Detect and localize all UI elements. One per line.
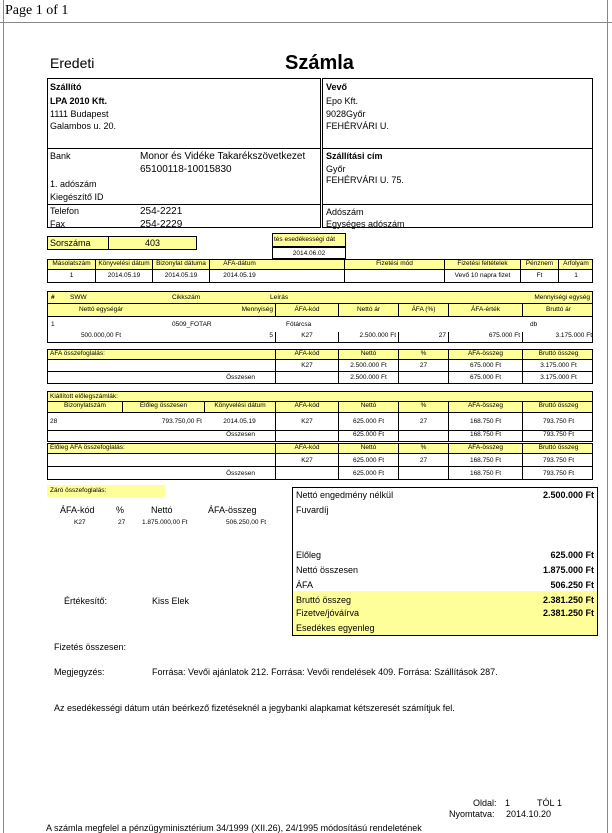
- vat-summary-row: K27 2.500.000 Ft 27 675.000 Ft 3.175.000 Ft: [47, 360, 593, 372]
- due-balance-label: Esedékes egyenleg: [296, 623, 375, 633]
- footer-page-no: 1: [505, 798, 511, 808]
- buyer-heading: Vevő: [326, 82, 348, 92]
- fax-value: 254-2229: [140, 219, 183, 230]
- net-no-discount-value: 2.500.000 Ft: [542, 490, 594, 500]
- buyer-address1: 9028Győr: [326, 109, 366, 119]
- items-header-2: Nettó egységár Mennyiség ÁFA-kód Nettó ár ÁFA (%) ÁFA-érték Bruttó ár: [47, 304, 593, 317]
- page-left-edge: [3, 0, 4, 833]
- bank-account: 65100118-10015830: [140, 164, 232, 175]
- bank-name: Monor és Vidéke Takarékszövetkezet: [140, 151, 306, 162]
- footer-of-label: TÓL: [537, 798, 555, 808]
- closing-header-pct: %: [116, 505, 125, 515]
- fax-label: Fax: [50, 219, 66, 229]
- net-no-discount-label: Nettó engedmény nélkül: [296, 490, 394, 500]
- paid-label: Fizetve/jóváírva: [296, 608, 360, 618]
- serial-value: 403: [145, 238, 161, 248]
- footer-page-label: Oldal:: [473, 798, 497, 808]
- vat-value: 506.250 Ft: [550, 580, 594, 590]
- closing-title: Záró összefoglalás:: [47, 485, 165, 497]
- page-header-rule: [0, 22, 612, 23]
- closing-header-vat-sum: ÁFA-összeg: [208, 505, 257, 515]
- advance-header: Bizonylatszám Előleg összesen Könyvelési dátum ÁFA-kód Nettó % ÁFA-összeg Bruttó összeg: [47, 402, 593, 413]
- item-row-2: 500.000,00 Ft 5 K27 2.500.000 Ft 27 675.000 Ft 3.175.000 Ft: [47, 332, 593, 343]
- due-date-label: tés esedékességi dát: [272, 233, 346, 247]
- seller-heading: Szállító: [50, 82, 82, 92]
- original-label: Eredeti: [50, 55, 95, 71]
- closing-pct: 27: [118, 519, 126, 526]
- page-title: Számla: [285, 52, 354, 74]
- footer-legal: A számla megfelel a pénzügyminisztérium 34/1999 (XII.26), 24/1995 módosítású rendeletének: [46, 823, 422, 833]
- info-table-header: Másolatszám Könyvelési dátum Bizonylat dátuma ÁFA-dátum Fizetési mód Fizetési feltételek Pénznem Árfolyam: [47, 259, 593, 270]
- gross-label: Bruttó összeg: [296, 595, 352, 605]
- buyer-address2: FEHÉRVÁRI U.: [326, 121, 389, 131]
- item-row-1: 1 0509_FOTAR Fötárcsa db: [47, 317, 593, 332]
- remark-text: Forrása: Vevői ajánlatok 212. Forrása: Vevői rendelések 409. Forrása: Szállítások 287.: [152, 667, 498, 677]
- closing-vat-code: K27: [74, 519, 86, 526]
- phone-label: Telefon: [50, 206, 80, 216]
- advance-vat-header: Előleg ÁFA összefoglalás: ÁFA-kód Nettó % ÁFA-összeg Bruttó összeg: [47, 443, 593, 454]
- closing-header-vat-code: ÁFA-kód: [60, 505, 95, 515]
- due-date-value: 2014.06.02: [272, 247, 346, 259]
- vat-summary-total: Összesen 2.500.000 Ft 675.000 Ft 3.175.000 Ft: [47, 372, 593, 384]
- advance-label: Előleg: [296, 550, 322, 560]
- extra-id-label: Kiegészítő ID: [50, 192, 104, 202]
- seller-address1: 1111 Budapest: [50, 109, 109, 119]
- paid-value: 2.381.250 Ft: [542, 608, 594, 618]
- tax-label: 1. adószám: [50, 179, 97, 189]
- info-table-values: 1 2014.05.19 2014.05.19 2014.05.19 Vevő 10 napra fizet Ft 1: [47, 270, 593, 283]
- serial-label: Sorszáma: [50, 238, 91, 248]
- advance-total: Összesen 625.000 Ft 168.750 Ft 793.750 Ft: [47, 431, 593, 442]
- buyer-tax-label: Adószám: [326, 207, 364, 217]
- advance-vat-total: Összesen 625.000 Ft 168.750 Ft 793.750 Ft: [47, 467, 593, 480]
- bank-label: Bank: [50, 151, 71, 161]
- page-right-edge: [607, 0, 608, 833]
- net-total-label: Nettó összesen: [296, 565, 359, 575]
- items-header-1: # SWW Cikkszám Leírás Mennyiségi egység: [47, 291, 593, 304]
- ship-city: Győr: [326, 164, 346, 174]
- phone-value: 254-2221: [140, 206, 183, 217]
- ship-address: FEHÉRVÁRI U. 75.: [326, 175, 404, 185]
- remark-label: Megjegyzés:: [54, 667, 105, 677]
- advance-value: 625.000 Ft: [550, 550, 594, 560]
- advance-title: Kiállított előlegszámlák:: [47, 391, 593, 402]
- closing-header-net: Nettó: [151, 505, 173, 515]
- net-total-value: 1.875.000 Ft: [542, 565, 594, 575]
- buyer-name: Epo Kft.: [326, 96, 359, 106]
- seller-person-label: Értékesítő:: [64, 596, 108, 606]
- page-header: Page 1 of 1: [5, 3, 69, 18]
- payment-total-label: Fizetés összesen:: [54, 642, 127, 652]
- advance-row: 28 793.750,00 Ft 2014.05.19 K27 625.000 Ft 27 168.750 Ft 793.750 Ft: [47, 413, 593, 431]
- footer-of-no: 1: [557, 798, 563, 808]
- closing-vat-sum: 506.250,00 Ft: [226, 519, 267, 526]
- advance-vat-row: K27 625.000 Ft 27 168.750 Ft 793.750 Ft: [47, 454, 593, 467]
- gross-value: 2.381.250 Ft: [542, 595, 594, 605]
- closing-net: 1.875.000,00 Ft: [142, 519, 188, 526]
- late-payment-notice: Az esedékességi dátum után beérkező fizetéseknél a jegybanki alapkamat kétszeresét számítjuk fel.: [54, 703, 455, 713]
- vat-label: ÁFA: [296, 580, 314, 590]
- buyer-group-tax-label: Egységes adószám: [326, 219, 405, 229]
- freight-label: Fuvardíj: [296, 505, 329, 515]
- seller-address2: Galambos u. 20.: [50, 121, 117, 131]
- seller-person-name: Kiss Elek: [152, 596, 190, 606]
- ship-heading: Szállítási cím: [326, 151, 383, 161]
- seller-name: LPA 2010 Kft.: [50, 96, 108, 106]
- vat-summary-header: ÁFA összefoglalás: ÁFA-kód Nettó % ÁFA-összeg Bruttó összeg: [47, 349, 593, 360]
- footer-printed-label: Nyomtatva:: [449, 809, 495, 819]
- footer-printed-date: 2014.10.20: [506, 809, 552, 819]
